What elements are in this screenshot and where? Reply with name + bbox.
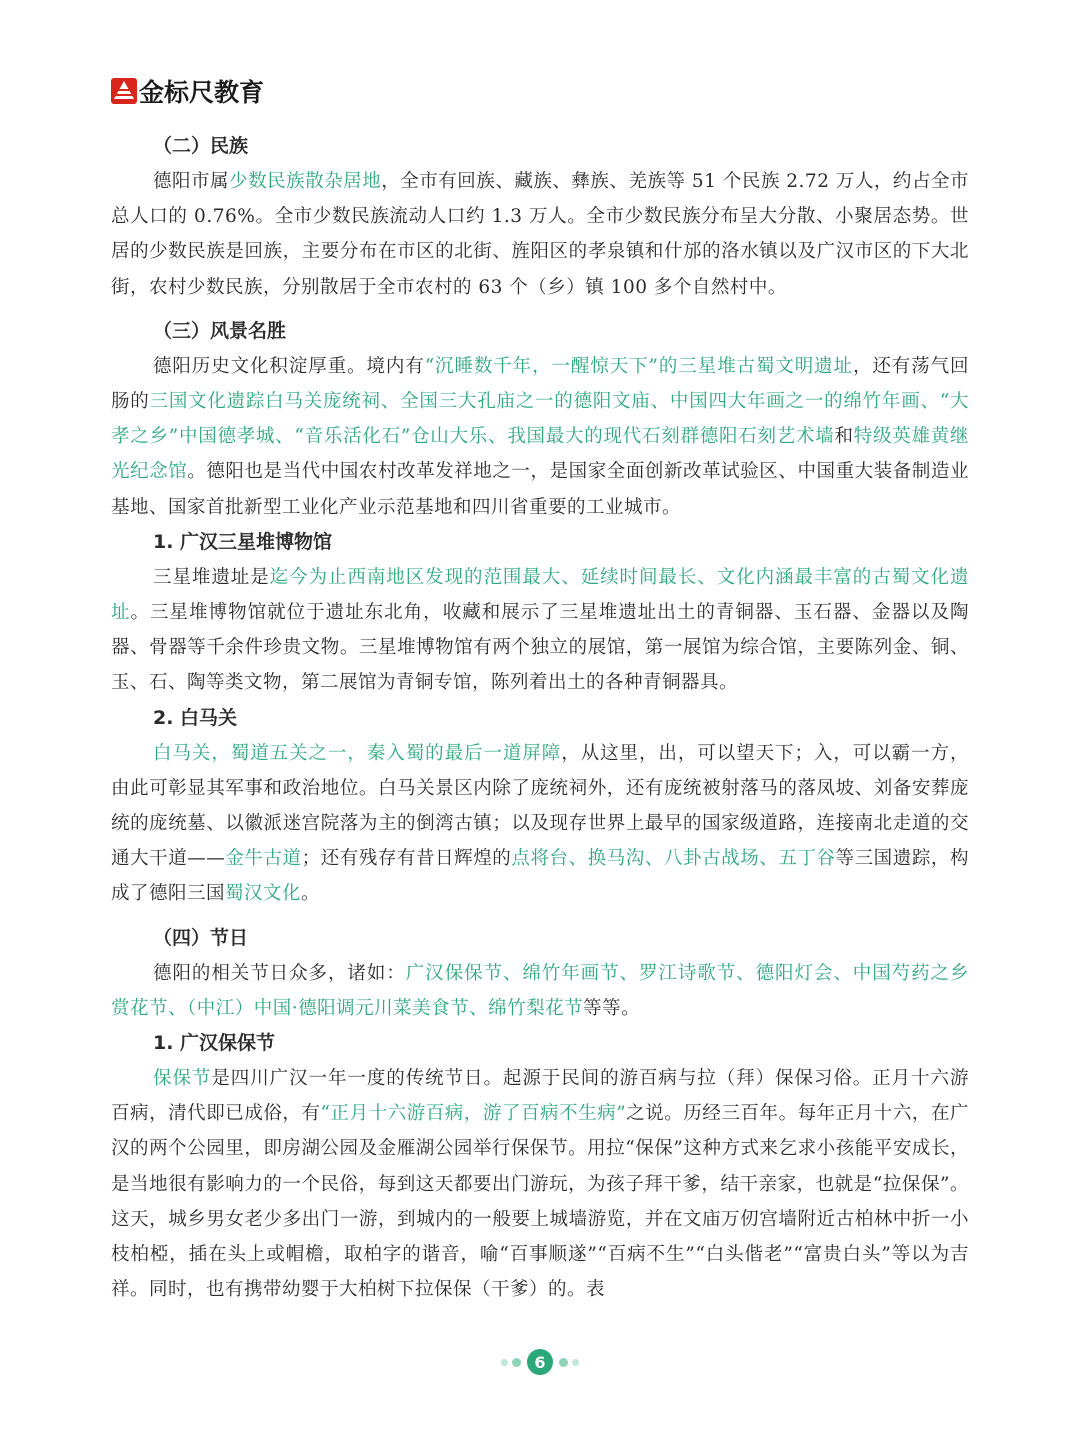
- decor-dot: [501, 1359, 508, 1366]
- body-text: 德阳历史文化积淀厚重。境内有: [153, 355, 425, 377]
- logo-text: 金标尺教育: [139, 78, 265, 107]
- page-number-indicator: [0, 1349, 1080, 1375]
- paragraph-baobao-festival: [111, 1061, 969, 1307]
- decor-dot: [512, 1358, 521, 1367]
- body-text: 等三国遗踪，构成了德阳三国: [111, 848, 969, 905]
- body-text: 。德阳也是当代中国农村改革发祥地之一，是国家全面创新改革试验区、中国重大装备制造业基地、国家首批新型工业化产业示范基地和四川省重要的工业城市。: [111, 461, 969, 518]
- body-text: ，全市有回族、藏族、彝族、羌族等 51 个民族 2.72 万人，约占全市总人口的 0.76%。全市少数民族流动人口约 1.3 万人。全市少数民族分布呈大分散、小聚居态势。世居的少数民族是回族，主要分布在市区的北街、旌阳区的孝泉镇和什邡的洛水镇以及广汉市区的下大北街，农村少数民族，分别散居于全市农村的 63 个（乡）镇 100 多个自然村中。: [111, 171, 969, 298]
- highlighted-text: 保保节: [153, 1068, 212, 1090]
- paragraph-ethnic: [111, 164, 969, 305]
- highlighted-text: 蜀汉文化: [225, 883, 302, 905]
- body-text: 之说。历经三百年。每年正月十六，在广汉的两个公园里，即房湖公园及金雁湖公园举行保保节。用拉“保保”这种方式来乞求小孩能平安成长，是当地很有影响力的一个民俗，每到这天都要出门游玩，为孩子拜干爹，结干亲家，也就是“拉保保”。这天，城乡男女老少多出门一游，到城内的一般要上城墙游览，并在文庙万仞宫墙附近古柏林中折一小枝柏椏，插在头上或帽檐，取柏字的谐音，喻“百事顺遂”“百病不生”“白头偕老”“富贵白头”等以为吉祥。同时，也有携带幼婴于大柏树下拉保保（干爹）的。表: [111, 1103, 969, 1301]
- body-text: 德阳市属: [153, 171, 230, 192]
- highlighted-text: “沉睡数千年，一醒惊天下”的三星堆古蜀文明遗址: [424, 355, 853, 377]
- body-text: ，从这里，出，可以望天下；入，可以霸一方，由此可彰显其军事和政治地位。白马关景区内除了庞统祠外，还有庞统被射落马的落凤坡、刘备安葬庞统的庞统墓、以徽派迷宫院落为主的倒湾古镇；以及现存世界上最早的国家级道路，连接南北走道的交通大干道——: [111, 742, 969, 870]
- logo-pyramid-icon: [111, 78, 137, 104]
- section-heading-festivals: （四）节日: [153, 926, 249, 949]
- body-text: 。三星堆博物馆就位于遗址东北角，收藏和展示了三星堆遗址出土的青铜器、玉石器、金器以及陶器、骨器等千余件珍贵文物。三星堆博物馆有两个独立的展馆，第一展馆为综合馆，主要陈列金、铜、玉、石、陶等类文物，第二展馆为青铜专馆，陈列着出土的各种青铜器具。: [111, 602, 969, 694]
- highlighted-text: 金牛古道: [225, 848, 302, 870]
- highlighted-text: 迄今为止西南地区发现的范围最大、延续时间最长、文化内涵最丰富的古蜀文化遗址: [111, 566, 969, 624]
- body-text: ，还有荡气回肠的: [111, 355, 969, 413]
- decor-dot: [559, 1358, 568, 1367]
- highlighted-text: 白马关，蜀道五关之一，秦入蜀的最后一道屏障: [153, 742, 562, 764]
- page-number: 6: [527, 1349, 553, 1375]
- paragraph-scenery: [111, 349, 969, 525]
- paragraph-baimaguan: [111, 736, 969, 912]
- highlighted-text: 广汉保保节、绵竹年画节、罗江诗歌节、德阳灯会、中国芍药之乡赏花节、（中江）中国·德阳调元川菜美食节、绵竹梨花节: [111, 962, 969, 1019]
- highlighted-text: 少数民族散杂居地: [229, 171, 382, 192]
- highlighted-text: 特级英雄黄继光纪念馆: [111, 426, 969, 483]
- section-heading-scenery: （三）风景名胜: [153, 319, 287, 342]
- body-text: 是四川广汉一年一度的传统节日。起源于民间的游百病与拉（拜）保保习俗。正月十六游百病，清代即已成俗，有: [111, 1068, 969, 1125]
- subheading-baimaguan: 2. 白马关: [153, 706, 238, 729]
- subheading-sanxingdui: 1. 广汉三星堆博物馆: [153, 530, 333, 553]
- body-text: 和: [834, 426, 854, 448]
- highlighted-text: “正月十六游百病，游了百病不生病”: [320, 1103, 627, 1125]
- subheading-baobao-festival: 1. 广汉保保节: [153, 1032, 276, 1055]
- highlighted-text: 点将台、换马沟、八卦古战场、五丁谷: [511, 848, 836, 870]
- article-body: [111, 128, 969, 1307]
- body-text: 德阳的相关节日众多，诸如：: [153, 962, 406, 984]
- highlighted-text: 三国文化遗踪白马关庞统祠、全国三大孔庙之一的德阳文庙、中国四大年画之一的绵竹年画、“大孝之乡”中国德孝城、“音乐活化石”仓山大乐、我国最大的现代石刻群德阳石刻艺术墙: [111, 391, 969, 448]
- body-text: ；还有残存有昔日辉煌的: [301, 848, 512, 870]
- brand-logo: [111, 76, 264, 106]
- section-heading-ethnic: （二）民族: [153, 135, 249, 157]
- body-text: 三星堆遗址是: [153, 566, 270, 588]
- body-text: 等等。: [583, 997, 641, 1019]
- body-text: 。: [301, 883, 321, 905]
- paragraph-sanxingdui: [111, 560, 969, 701]
- decor-dot: [572, 1359, 579, 1366]
- paragraph-festivals: [111, 956, 969, 1026]
